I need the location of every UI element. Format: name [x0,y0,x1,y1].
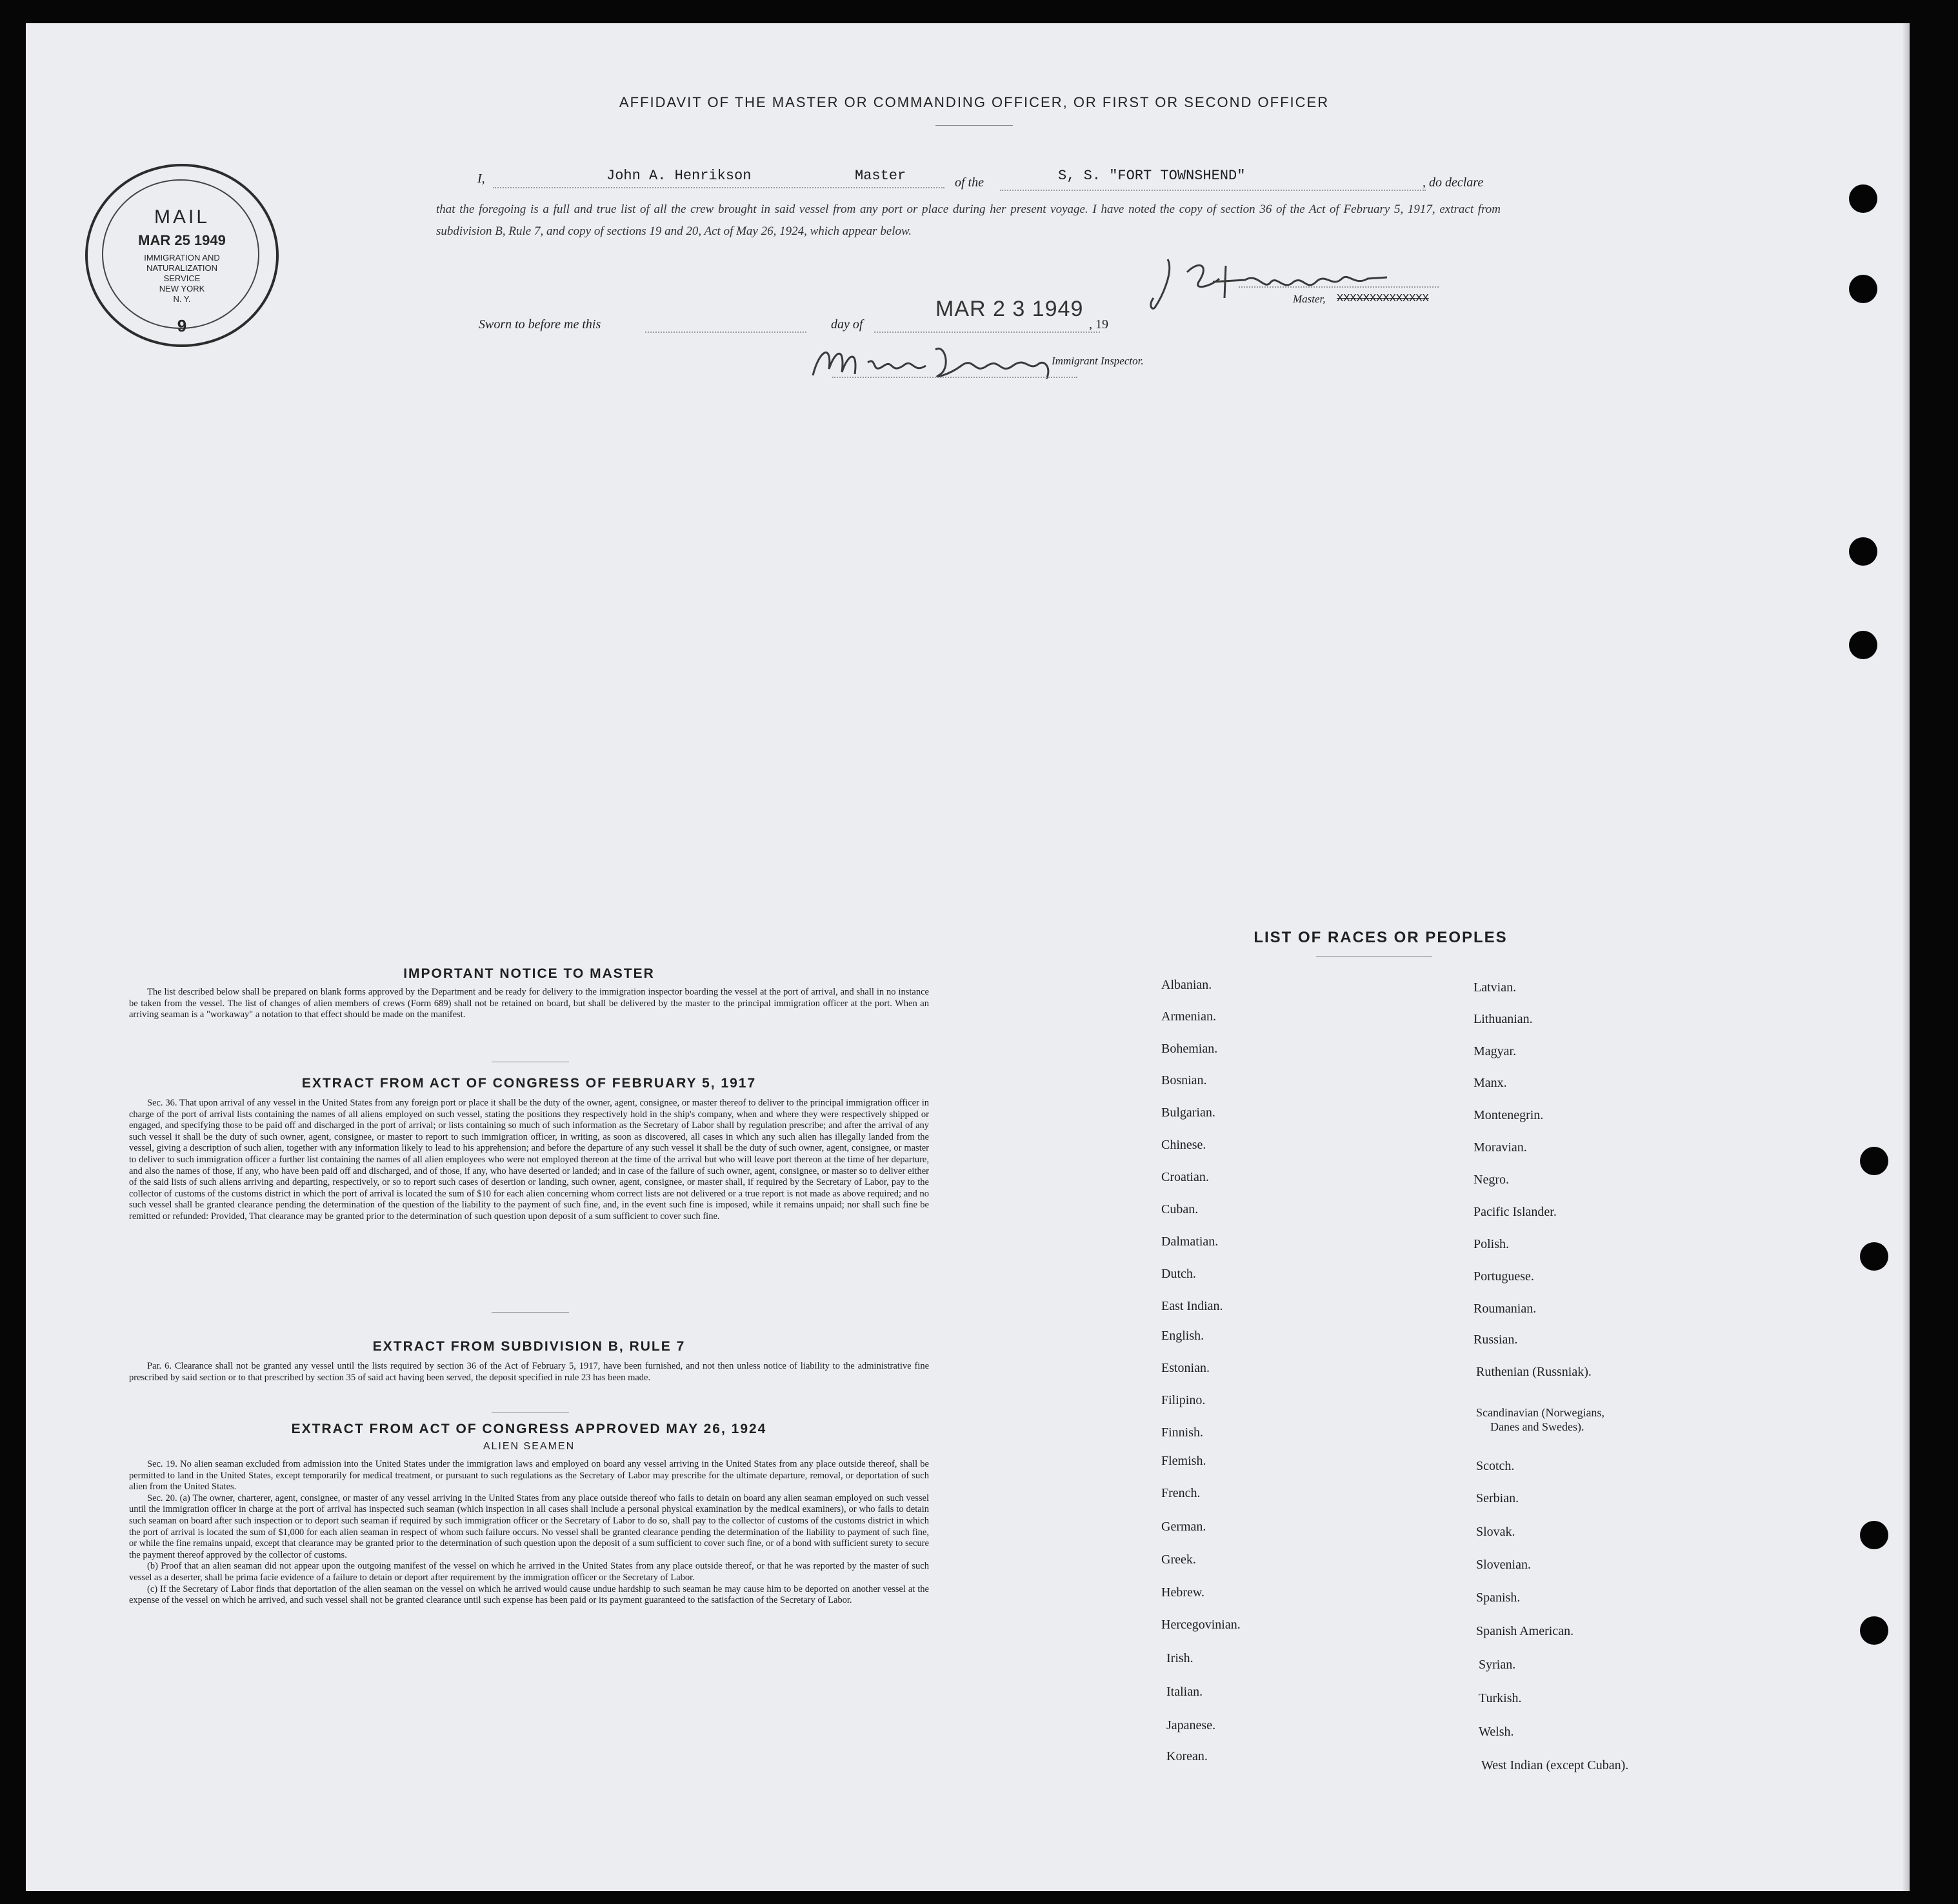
page-edge-shadow [1902,23,1910,1891]
punch-hole [1849,275,1877,303]
inspector-label: Immigrant Inspector. [1052,355,1144,367]
date-stamp: MAR 2 3 1949 [935,297,1084,321]
vessel-name: S, S. "FORT TOWNSHEND" [1058,168,1246,184]
year-prefix: , 19 [1089,317,1108,332]
notice-text [129,987,929,1021]
race-item: Turkish. [1479,1691,1522,1705]
race-item: Italian. [1166,1685,1203,1699]
race-item: Bohemian. [1161,1042,1218,1056]
race-item: Portuguese. [1473,1269,1534,1284]
race-item: Flemish. [1161,1454,1206,1468]
races-title-rule [1316,956,1432,957]
race-item: Greek. [1161,1552,1196,1567]
race-item: German. [1161,1520,1206,1534]
stamp-agency-line: NATURALIZATION [146,263,218,273]
race-item: Bosnian. [1161,1073,1207,1087]
race-item: East Indian. [1161,1299,1223,1313]
inspector-signature [806,330,1077,388]
race-item: Hercegovinian. [1161,1618,1241,1632]
rule-7-title: EXTRACT FROM SUBDIVISION B, RULE 7 [372,1339,686,1354]
of-the-label: of the [955,175,984,190]
race-item: Lithuanian. [1473,1012,1533,1026]
stamp-agency-line: N. Y. [173,294,191,304]
race-item: Croatian. [1161,1170,1209,1184]
race-item: Dutch. [1161,1267,1196,1281]
race-item: Bulgarian. [1161,1106,1215,1120]
rule-7-rule [492,1312,569,1313]
extract-1924-text [129,1459,929,1607]
race-item: Armenian. [1161,1009,1216,1024]
race-item: Negro. [1473,1173,1509,1187]
race-item: Slovak. [1476,1525,1515,1539]
stamp-agency-line: SERVICE [163,273,201,283]
race-item: Danes and Swedes). [1490,1420,1584,1433]
master-label: Master, [1293,293,1326,305]
stamp-word: MAIL [154,206,210,228]
race-item: Russian. [1473,1333,1518,1347]
stamp-agency-line: IMMIGRATION AND [144,253,220,263]
race-item: Montenegrin. [1473,1108,1544,1122]
race-item: Chinese. [1161,1138,1206,1152]
punch-hole [1860,1521,1888,1549]
title-rule [935,125,1013,126]
races-title: LIST OF RACES OR PEOPLES [1254,929,1508,946]
stamp-date: MAR 25 1949 [138,232,226,248]
race-item: Moravian. [1473,1140,1527,1155]
do-declare-label: , do declare [1423,175,1484,190]
race-item: Japanese. [1166,1718,1216,1732]
rule-7-paragraph: Par. 6. Clearance shall not be granted any vessel until the lists required by section 36 of the Act of February 5, 1917, have been furnished, and not then unless notice of liability to the administrative fine prescribed by said section or to that prescribed by section 35 of said act having been served, the deposit specified in rule 23 has been made. [129,1361,929,1383]
race-item: Irish. [1166,1651,1194,1665]
mail-stamp [85,164,279,347]
race-item: Serbian. [1476,1491,1519,1505]
vessel-line [1000,190,1426,191]
punch-hole [1849,537,1877,566]
race-item: Scandinavian (Norwegians, [1476,1406,1604,1419]
race-item: West Indian (except Cuban). [1481,1758,1629,1772]
punch-hole [1860,1147,1888,1175]
race-item: Welsh. [1479,1725,1514,1739]
punch-hole [1860,1616,1888,1645]
master-signature [1148,246,1419,317]
inspector-signature-line [832,377,1077,378]
race-item: Spanish. [1476,1591,1521,1605]
race-item: Roumanian. [1473,1302,1537,1316]
stamp-agency-line: NEW YORK [159,284,205,293]
document-page [26,23,1910,1891]
race-item: English. [1161,1329,1204,1343]
declaration-text: that the foregoing is a full and true list of all the crew brought in said vessel from any port or place during her present voyage. I have noted the copy of section 36 of the Act of February 5, 1917, extract from subdivision B, Rule 7, and copy of sections 19 and 20, Act of May 26, 1924, which appear below. [436,203,1501,238]
name-line [493,187,944,188]
affidavit-title: AFFIDAVIT OF THE MASTER OR COMMANDING OFFICER, OR FIRST OR SECOND OFFICER [619,94,1330,110]
race-item: Scotch. [1476,1459,1515,1473]
race-item: Estonian. [1161,1361,1210,1375]
struck-out-text: XXXXXXXXXXXXXX [1337,293,1429,305]
master-name: John A. Henrikson [606,168,752,184]
race-item: Finnish. [1161,1425,1204,1440]
extract-1924-title: EXTRACT FROM ACT OF CONGRESS APPROVED MAY 26, 1924 [291,1422,767,1436]
section-20b-paragraph: (b) Proof that an alien seaman did not appear upon the outgoing manifest of the vessel on which he arrived in the United States from any place outside thereof, or that he was reported by the master of such vessel as a deserter, shall be prima facie evidence of a failure to detain or deport after requirement by the immigration officer or the Secretary of Labor. [129,1561,929,1583]
notice-paragraph: The list described below shall be prepared on blank forms approved by the Department and be ready for delivery to the immigration inspector boarding the vessel at the port of arrival, and shall in no instance be taken from the vessel. The list of changes of alien members of crews (Form 689) shall not be retained on board, but shall be delivered by the master to the principal immigration officer at the port. When an arriving seaman is a "workaway" a notation to that effect should be made on the manifest. [129,987,929,1020]
race-item: Latvian. [1473,980,1517,995]
race-item: Albanian. [1161,978,1212,992]
alien-seamen-subtitle: ALIEN SEAMEN [483,1441,575,1452]
section-20a-paragraph: Sec. 20. (a) The owner, charterer, agent, consignee, or master of any vessel arriving in the United States from any place outside thereof who fails to detain on board any alien seaman employed on such vessel until the immigration officer in charge at the port of arrival has inspected such seaman (which inspection in all cases shall include a personal physical examination by the medical examiners), or who fails to detain such seaman on board after such inspection or to deport such seaman if required by such immigration officer or the Secretary of Labor to do so, shall pay to the collector of customs of the customs district in which the port of arrival is located the sum of $1,000 for each alien seaman in respect of whom such failure occurs. No vessel shall be granted clearance pending the determination of the liability to payment of such fine, or while the fine remains unpaid, except that clearance may be granted prior to the determination of such question upon the deposit of a sum sufficient to cover such fine, or of a bond with sufficient surety to secure the payment thereof approved by the collector of customs. [129,1492,929,1560]
race-item: Ruthenian (Russniak). [1476,1365,1592,1379]
race-item: Magyar. [1473,1044,1517,1058]
section-19-paragraph: Sec. 19. No alien seaman excluded from admission into the United States under the immigration laws and employed on board any vessel arriving in the United States from any place outside thereof, shall be permitted to land in the United States, except temporarily for medical treatment, or pursuant to such regulations as the Secretary of Labor may prescribe for the ultimate departure, removal, or deportation of such alien from the United States. [129,1459,929,1492]
extract-1917-title: EXTRACT FROM ACT OF CONGRESS OF FEBRUARY 5, 1917 [301,1076,757,1091]
notice-title: IMPORTANT NOTICE TO MASTER [403,966,655,981]
race-item: Manx. [1473,1076,1507,1090]
extract-1917-text [129,1098,929,1223]
day-of-label: day of [831,317,863,332]
sworn-label: Sworn to before me this [479,317,601,332]
race-item: Spanish American. [1476,1624,1574,1638]
race-item: Filipino. [1161,1393,1206,1407]
section-20c-paragraph: (c) If the Secretary of Labor finds that deportation of the alien seaman on the vessel on which he arrived would cause undue hardship to such seaman he may cause him to be deported on another vessel at the expense of the vessel on which he arrived, and such vessel shall not be granted clearance until such expense has been paid or its payment guaranteed to the satisfaction of the Secretary of Labor. [129,1583,929,1606]
race-item: Dalmatian. [1161,1235,1219,1249]
punch-hole [1849,184,1877,213]
race-item: Pacific Islander. [1473,1205,1557,1219]
race-item: Polish. [1473,1237,1510,1251]
punch-hole [1860,1242,1888,1271]
stamp-number: 9 [177,316,187,335]
section-36-paragraph: Sec. 36. That upon arrival of any vessel in the United States from any foreign port or place it shall be the duty of the owner, agent, consignee, or master thereof to deliver to the principal immigration officer in charge of the port of arrival lists containing the names of all aliens employed on such vessel, stating the positions they respectively hold in the ship's company, when and where they were respectively shipped or engaged, and specifying those to be paid off and discharged in the port of arrival; or lists containing so much of such information as the Secretary of Labor shall by regulation prescribe; and after the arrival of any such vessel it shall be the duty of such owner, agent, consignee, or master to report to such immigration officer, in writing, as soon as discovered, all cases in which any such alien has illegally landed from the vessel, giving a description of such alien, together with any information likely to lead to his apprehension; and before the departure of any such vessel it shall be the duty of such owner, agent, consignee, or master to deliver to such immigration officer a further list containing the names of all alien employees who were not employed thereon at the time of the arrival but who will leave port thereon at the time of her departure, and also the names of those, if any, who have been paid off and discharged, and of those, if any, who have deserted or landed; and in case of the failure of such owner, agent, consignee, or master so to deliver either of the said lists of such aliens arriving and departing, respectively, or so to report such cases of desertion or landing, such owner, agent, consignee, or master shall, if required by the Secretary of Labor, pay to the collector of customs of the customs district in which the port of arrival is located the sum of $10 for each alien concerning whom correct lists are not delivered or a true report is not made as above required; and no such vessel shall be granted clearance pending the determination of the question of the liability to the payment of such fine, and, in the event such fine is imposed, while it remains unpaid; nor shall such fine be remitted or refunded: Provided, That clearance may be granted prior to the determination of such question upon deposit of a sum sufficient to cover such fine. [129,1098,929,1222]
race-item: Hebrew. [1161,1585,1205,1600]
master-rank: Master [855,168,906,184]
affidavit-i: I, [477,172,485,186]
race-item: Korean. [1166,1749,1208,1763]
race-item: Syrian. [1479,1658,1516,1672]
master-signature-line [1239,286,1439,288]
race-item: Slovenian. [1476,1558,1531,1572]
sworn-day-line [645,332,806,333]
punch-hole [1849,631,1877,659]
rule-7-text [129,1361,929,1383]
race-item: French. [1161,1486,1201,1500]
race-item: Cuban. [1161,1202,1199,1216]
